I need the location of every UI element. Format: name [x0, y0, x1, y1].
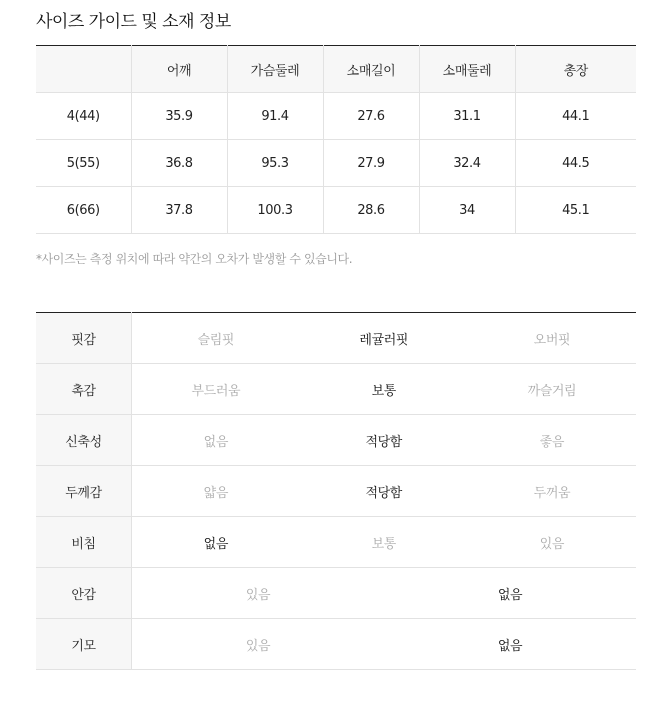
table-cell: 32.4	[419, 140, 515, 187]
material-row-thickness	[36, 466, 636, 517]
page-title: 사이즈 가이드 및 소재 정보	[36, 12, 231, 32]
material-option: 없음	[497, 587, 523, 603]
table-cell: 27.9	[323, 140, 419, 187]
table-cell: 100.3	[227, 187, 323, 234]
material-row-fit	[36, 313, 636, 364]
material-option: 얇음	[132, 466, 300, 517]
table-cell: 45.1	[515, 187, 636, 234]
size-note: *사이즈는 측정 위치에 따라 약간의 오차가 발생할 수 있습니다.	[36, 252, 353, 266]
size-header-row	[36, 46, 636, 93]
material-option: 보통	[300, 364, 468, 415]
table-cell: 36.8	[131, 140, 227, 187]
material-option: 두꺼움	[468, 466, 636, 517]
size-header-corner	[36, 46, 131, 93]
material-option: 오버핏	[468, 313, 636, 364]
table-row	[36, 93, 636, 140]
material-option: 까슬거림	[468, 364, 636, 415]
material-row-sheerness	[36, 517, 636, 568]
material-label: 기모	[36, 619, 132, 670]
material-label: 비침	[36, 517, 132, 568]
material-option: 슬림핏	[132, 313, 300, 364]
material-options-pair	[132, 619, 637, 670]
material-option: 레귤러핏	[300, 313, 468, 364]
table-cell: 27.6	[323, 93, 419, 140]
size-label: 5(55)	[36, 140, 131, 187]
material-label: 촉감	[36, 364, 132, 415]
material-row-stretch	[36, 415, 636, 466]
table-cell: 44.5	[515, 140, 636, 187]
size-header-sleeve-length: 소매길이	[323, 46, 419, 93]
material-option: 있음	[245, 587, 271, 603]
material-option: 부드러움	[132, 364, 300, 415]
material-row-touch	[36, 364, 636, 415]
table-cell: 34	[419, 187, 515, 234]
material-row-brushed	[36, 619, 636, 670]
table-cell: 91.4	[227, 93, 323, 140]
table-cell: 31.1	[419, 93, 515, 140]
size-label: 6(66)	[36, 187, 131, 234]
material-options-pair	[132, 568, 637, 619]
table-row	[36, 187, 636, 234]
material-option: 없음	[132, 517, 300, 568]
material-option: 없음	[497, 638, 523, 654]
size-header-shoulder: 어깨	[131, 46, 227, 93]
size-label: 4(44)	[36, 93, 131, 140]
material-option: 있음	[468, 517, 636, 568]
material-option: 보통	[300, 517, 468, 568]
material-label: 안감	[36, 568, 132, 619]
material-option: 적당함	[300, 415, 468, 466]
material-table	[36, 312, 636, 670]
table-cell: 28.6	[323, 187, 419, 234]
material-option: 적당함	[300, 466, 468, 517]
size-header-chest: 가슴둘레	[227, 46, 323, 93]
table-cell: 95.3	[227, 140, 323, 187]
material-option: 있음	[245, 638, 271, 654]
table-cell: 44.1	[515, 93, 636, 140]
table-cell: 35.9	[131, 93, 227, 140]
table-row	[36, 140, 636, 187]
material-row-lining	[36, 568, 636, 619]
size-table	[36, 45, 636, 234]
material-label: 두께감	[36, 466, 132, 517]
material-option: 좋음	[468, 415, 636, 466]
size-header-total-length: 총장	[515, 46, 636, 93]
material-label: 신축성	[36, 415, 132, 466]
size-header-sleeve-width: 소매둘레	[419, 46, 515, 93]
table-cell: 37.8	[131, 187, 227, 234]
material-label: 핏감	[36, 313, 132, 364]
material-option: 없음	[132, 415, 300, 466]
